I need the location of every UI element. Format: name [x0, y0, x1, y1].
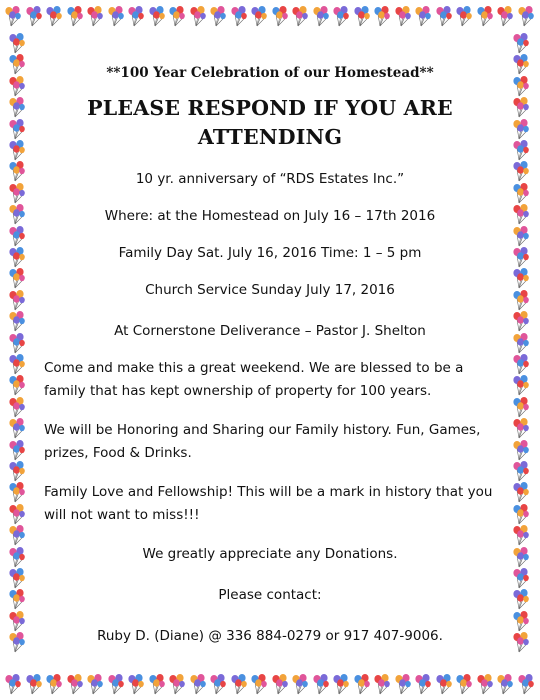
balloon-icon: [512, 182, 530, 204]
balloon-icon: [476, 673, 494, 695]
contact-details: Ruby D. (Diane) @ 336 884-0279 or 917 407-9006.: [97, 628, 443, 644]
anniversary-line: 10 yr. anniversary of “RDS Estates Inc.”: [135, 171, 405, 187]
balloon-icon: [4, 673, 22, 695]
balloon-icon: [512, 396, 530, 418]
balloon-icon: [8, 567, 26, 589]
balloon-icon: [435, 5, 453, 27]
balloon-icon: [373, 5, 391, 27]
balloon-border-bottom: [0, 670, 540, 698]
balloon-icon: [8, 139, 26, 161]
balloon-icon: [148, 673, 166, 695]
balloon-icon: [25, 5, 43, 27]
donations-line: We greatly appreciate any Donations.: [142, 546, 398, 562]
balloon-icon: [66, 5, 84, 27]
balloon-icon: [209, 673, 227, 695]
balloon-icon: [8, 524, 26, 546]
balloon-icon: [86, 5, 104, 27]
balloon-icon: [512, 481, 530, 503]
balloon-icon: [291, 5, 309, 27]
balloon-icon: [8, 353, 26, 375]
balloon-icon: [517, 673, 535, 695]
balloon-icon: [512, 289, 530, 311]
where-line: Where: at the Homestead on July 16 – 17th 2016: [104, 208, 436, 224]
balloon-icon: [168, 5, 186, 27]
balloon-icon: [512, 610, 530, 632]
balloon-icon: [312, 5, 330, 27]
balloon-icon: [230, 5, 248, 27]
balloon-icon: [512, 588, 530, 610]
balloon-icon: [332, 673, 350, 695]
balloon-icon: [168, 673, 186, 695]
balloon-icon: [86, 673, 104, 695]
balloon-icon: [8, 75, 26, 97]
balloon-icon: [512, 32, 530, 54]
balloon-icon: [414, 673, 432, 695]
balloon-icon: [250, 5, 268, 27]
balloon-icon: [8, 460, 26, 482]
balloon-icon: [435, 673, 453, 695]
balloon-icon: [512, 267, 530, 289]
balloon-icon: [8, 396, 26, 418]
balloon-border-left: [4, 32, 32, 668]
balloon-icon: [353, 5, 371, 27]
balloon-icon: [353, 673, 371, 695]
balloon-icon: [8, 546, 26, 568]
balloon-icon: [394, 5, 412, 27]
balloon-icon: [8, 503, 26, 525]
invite-paragraph: Come and make this a great weekend. We are blessed to be a family that has kept ownership of property for 100 years.: [44, 360, 464, 399]
balloon-icon: [512, 353, 530, 375]
balloon-icon: [373, 673, 391, 695]
balloon-icon: [250, 673, 268, 695]
balloon-icon: [8, 225, 26, 247]
family-day-line: Family Day Sat. July 16, 2016 Time: 1 – 5 pm: [118, 245, 422, 261]
balloon-icon: [512, 139, 530, 161]
location-line: At Cornerstone Deliverance – Pastor J. Shelton: [114, 323, 426, 339]
balloon-icon: [45, 5, 63, 27]
balloon-icon: [8, 246, 26, 268]
balloon-icon: [66, 673, 84, 695]
event-title: **100 Year Celebration of our Homestead**: [106, 65, 434, 81]
respond-heading: PLEASE RESPOND IF YOU ARE ATTENDING: [87, 96, 453, 149]
balloon-icon: [512, 118, 530, 140]
church-service-line: Church Service Sunday July 17, 2016: [145, 282, 395, 298]
balloon-icon: [512, 75, 530, 97]
balloon-icon: [271, 673, 289, 695]
balloon-icon: [189, 5, 207, 27]
balloon-icon: [8, 310, 26, 332]
balloon-icon: [512, 96, 530, 118]
balloon-icon: [8, 267, 26, 289]
balloon-icon: [4, 5, 22, 27]
balloon-icon: [230, 673, 248, 695]
balloon-icon: [8, 417, 26, 439]
balloon-border-top: [0, 2, 540, 30]
balloon-icon: [512, 160, 530, 182]
fellowship-paragraph: Family Love and Fellowship! This will be a mark in history that you will not want to miss!!!: [44, 484, 493, 523]
balloon-border-right: [508, 32, 536, 668]
balloon-icon: [127, 5, 145, 27]
balloon-icon: [512, 460, 530, 482]
balloon-icon: [512, 567, 530, 589]
balloon-icon: [209, 5, 227, 27]
balloon-icon: [45, 673, 63, 695]
balloon-icon: [394, 673, 412, 695]
balloon-icon: [496, 673, 514, 695]
contact-heading: Please contact:: [218, 587, 322, 603]
balloon-icon: [8, 160, 26, 182]
balloon-icon: [271, 5, 289, 27]
balloon-icon: [107, 5, 125, 27]
balloon-icon: [476, 5, 494, 27]
balloon-icon: [8, 182, 26, 204]
balloon-icon: [8, 374, 26, 396]
balloon-icon: [8, 439, 26, 461]
balloon-icon: [127, 673, 145, 695]
balloon-icon: [8, 610, 26, 632]
balloon-icon: [512, 439, 530, 461]
flyer-content: [44, 62, 496, 646]
balloon-icon: [512, 203, 530, 225]
honoring-paragraph: We will be Honoring and Sharing our Family history. Fun, Games, prizes, Food & Drinks.: [44, 422, 481, 461]
balloon-icon: [512, 53, 530, 75]
balloon-icon: [8, 203, 26, 225]
balloon-icon: [496, 5, 514, 27]
balloon-icon: [512, 631, 530, 653]
balloon-icon: [512, 524, 530, 546]
balloon-icon: [8, 289, 26, 311]
balloon-icon: [414, 5, 432, 27]
balloon-icon: [512, 246, 530, 268]
balloon-icon: [25, 673, 43, 695]
balloon-icon: [312, 673, 330, 695]
balloon-icon: [8, 96, 26, 118]
balloon-icon: [148, 5, 166, 27]
balloon-icon: [8, 32, 26, 54]
balloon-icon: [8, 53, 26, 75]
balloon-icon: [8, 481, 26, 503]
balloon-icon: [512, 374, 530, 396]
balloon-icon: [8, 631, 26, 653]
balloon-icon: [517, 5, 535, 27]
balloon-icon: [455, 5, 473, 27]
balloon-icon: [8, 118, 26, 140]
balloon-icon: [512, 225, 530, 247]
balloon-icon: [512, 417, 530, 439]
balloon-icon: [512, 503, 530, 525]
balloon-icon: [512, 546, 530, 568]
balloon-icon: [455, 673, 473, 695]
balloon-icon: [512, 332, 530, 354]
balloon-icon: [512, 310, 530, 332]
balloon-icon: [332, 5, 350, 27]
balloon-icon: [189, 673, 207, 695]
balloon-icon: [107, 673, 125, 695]
balloon-icon: [8, 332, 26, 354]
balloon-icon: [291, 673, 309, 695]
balloon-icon: [8, 588, 26, 610]
